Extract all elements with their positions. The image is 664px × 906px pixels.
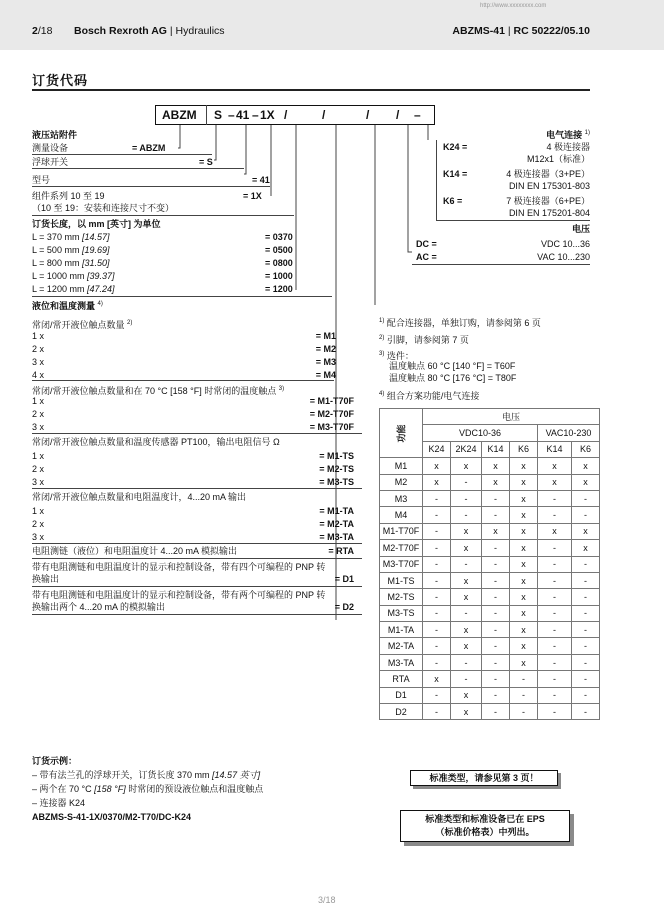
table-cell: x bbox=[510, 572, 538, 588]
eps-note: 标准类型和标准设备已在 EPS （标准价格表）中列出。 bbox=[400, 810, 570, 842]
table-row bbox=[380, 490, 600, 506]
k24-desc-2: M12x1（标准） bbox=[526, 154, 590, 164]
d1-text-1: 带有电阻测链和电阻温度计的显示和控制设备，带有四个可编程的 PNP 转 bbox=[32, 562, 326, 572]
series-note: （10 至 19：安装和连接尺寸不变） bbox=[32, 203, 175, 213]
footnote-2: $^{2)}$ 引脚，请参阅第 7 页 bbox=[379, 335, 469, 345]
k24-desc: 4 极连接器 bbox=[546, 142, 590, 152]
row-function: D2 bbox=[380, 704, 423, 720]
table-cell: - bbox=[423, 507, 451, 523]
order-code-box: ABZM S – 41 – 1X / / / / – bbox=[155, 105, 435, 125]
table-row bbox=[380, 654, 600, 670]
length-code: = 0500 bbox=[265, 245, 293, 255]
table-cell: x bbox=[423, 458, 451, 474]
table-cell: x bbox=[572, 523, 600, 539]
d2-code: = D2 bbox=[334, 602, 354, 612]
table-cell: - bbox=[572, 572, 600, 588]
k24-code: K24 = bbox=[443, 142, 468, 152]
table-cell: x bbox=[510, 490, 538, 506]
g3-code: = M1-TS bbox=[319, 451, 354, 461]
table-cell: - bbox=[572, 654, 600, 670]
g4-row: 1 x bbox=[32, 506, 45, 516]
table-cell: - bbox=[451, 474, 482, 490]
table-cell: - bbox=[423, 638, 451, 654]
table-cell: - bbox=[538, 589, 572, 605]
table-cell: x bbox=[451, 687, 482, 703]
company-name: Bosch Rexroth AG | Hydraulics bbox=[74, 25, 225, 37]
g2-row: 2 x bbox=[32, 409, 45, 419]
k6-desc-2: DIN EN 175201-804 bbox=[508, 208, 590, 218]
table-cell: x bbox=[510, 556, 538, 572]
float-label: 浮球开关 bbox=[32, 157, 69, 167]
table-cell: x bbox=[482, 474, 510, 490]
table-row bbox=[380, 589, 600, 605]
table-row bbox=[380, 671, 600, 687]
table-cell: - bbox=[451, 507, 482, 523]
table-row bbox=[380, 540, 600, 556]
row-function: M2-TS bbox=[380, 589, 423, 605]
g4-row: 3 x bbox=[32, 532, 45, 542]
table-cell: x bbox=[510, 507, 538, 523]
series-code: = 1X bbox=[243, 191, 262, 201]
g4-code: = M2-TA bbox=[319, 519, 354, 529]
table-cell: - bbox=[572, 589, 600, 605]
d1-text-2: 换输出 bbox=[32, 574, 60, 584]
table-cell: x bbox=[510, 622, 538, 638]
dc-code: DC = bbox=[416, 239, 437, 249]
k14-desc: 4 极连接器（3+PE） bbox=[506, 169, 590, 179]
footnote-3a: 温度触点 60 °C [140 °F] = T60F bbox=[389, 361, 516, 371]
table-cell: - bbox=[510, 704, 538, 720]
table-cell: - bbox=[451, 654, 482, 670]
ac-header: VAC10-230 bbox=[538, 425, 600, 441]
table-cell: - bbox=[572, 671, 600, 687]
table-cell: x bbox=[572, 474, 600, 490]
table-cell: - bbox=[423, 540, 451, 556]
d2-text-1: 带有电阻测链和电阻温度计的显示和控制设备，带有两个可编程的 PNP 转 bbox=[32, 590, 326, 600]
footnote-3: $^{3)}$ 选件： bbox=[379, 351, 414, 361]
table-cell: - bbox=[538, 622, 572, 638]
code-series: 41 bbox=[236, 108, 250, 122]
example-code: ABZMS-S-41-1X/0370/M2-T70/DC-K24 bbox=[32, 812, 192, 822]
ac-value: VAC 10...230 bbox=[537, 252, 590, 262]
table-cell: - bbox=[572, 490, 600, 506]
standard-type-note: 标准类型，请参见第 3 页！ bbox=[410, 770, 558, 786]
footnote-3b: 温度触点 80 °C [176 °C] = T80F bbox=[389, 373, 517, 383]
table-cell: - bbox=[451, 671, 482, 687]
col-header: K14 bbox=[538, 441, 572, 457]
table-cell: x bbox=[538, 523, 572, 539]
length-row: L = 370 mm [14.57] bbox=[32, 232, 110, 242]
g1-row: 2 x bbox=[32, 344, 45, 354]
table-cell: - bbox=[482, 622, 510, 638]
table-row bbox=[380, 458, 600, 474]
table-cell: - bbox=[482, 507, 510, 523]
accessory-title: 液压站附件 bbox=[32, 130, 78, 140]
row-function: M1-TA bbox=[380, 622, 423, 638]
rta-text: 电阻测链（液位）和电阻温度计 4...20 mA 模拟输出 bbox=[32, 546, 238, 556]
table-cell: - bbox=[572, 507, 600, 523]
table-cell: - bbox=[538, 687, 572, 703]
group1-title: 常闭/常开液位触点数量 $^{2)}$ bbox=[32, 320, 133, 330]
g1-code: = M3 bbox=[315, 357, 336, 367]
table-cell: - bbox=[482, 572, 510, 588]
table-cell: - bbox=[482, 540, 510, 556]
table-cell: - bbox=[451, 490, 482, 506]
table-cell: - bbox=[482, 556, 510, 572]
series-label: 组件系列 10 至 19 bbox=[32, 191, 105, 201]
group2-title: 常闭/常开液位触点数量和在 70 °C [158 °F] 时常闭的温度触点 $^{3)}$ bbox=[32, 386, 285, 396]
table-cell: x bbox=[538, 474, 572, 490]
table-cell: x bbox=[423, 474, 451, 490]
g2-code: = M1-T70F bbox=[309, 396, 354, 406]
table-cell: x bbox=[510, 589, 538, 605]
table-cell: - bbox=[538, 540, 572, 556]
table-cell: - bbox=[423, 622, 451, 638]
table-cell: - bbox=[482, 671, 510, 687]
row-function: M1 bbox=[380, 458, 423, 474]
g3-row: 3 x bbox=[32, 477, 45, 487]
row-function: M1-TS bbox=[380, 572, 423, 588]
type-label: 型号 bbox=[32, 175, 51, 185]
table-cell: - bbox=[572, 638, 600, 654]
table-cell: - bbox=[572, 687, 600, 703]
dc-header: VDC10-36 bbox=[423, 425, 538, 441]
table-cell: - bbox=[538, 704, 572, 720]
g2-code: = M2-T70F bbox=[309, 409, 354, 419]
row-function: M3 bbox=[380, 490, 423, 506]
dc-value: VDC 10...36 bbox=[540, 239, 590, 249]
table-cell: x bbox=[451, 638, 482, 654]
table-cell: - bbox=[423, 687, 451, 703]
length-row: L = 500 mm [19.69] bbox=[32, 245, 110, 255]
col-header: K6 bbox=[572, 441, 600, 457]
table-cell: - bbox=[482, 589, 510, 605]
table-cell: x bbox=[510, 654, 538, 670]
row-function: D1 bbox=[380, 687, 423, 703]
table-cell: - bbox=[538, 605, 572, 621]
g1-row: 4 x bbox=[32, 370, 45, 380]
g2-code: = M3-T70F bbox=[309, 422, 354, 432]
table-cell: x bbox=[451, 523, 482, 539]
group4-title: 常闭/常开液位触点数量和电阻温度计，4...20 mA 输出 bbox=[32, 492, 247, 502]
table-row bbox=[380, 507, 600, 523]
table-cell: x bbox=[572, 458, 600, 474]
accessory-label: 测量设备 bbox=[32, 143, 69, 153]
length-row: L = 1000 mm [39.37] bbox=[32, 271, 115, 281]
length-code: = 1000 bbox=[265, 271, 293, 281]
footnote-4: $^{4)}$ 组合方案功能/电气连接 bbox=[379, 391, 480, 401]
table-cell: x bbox=[451, 458, 482, 474]
table-cell: - bbox=[482, 638, 510, 654]
length-row: L = 800 mm [31.50] bbox=[32, 258, 110, 268]
code-x: 1X bbox=[260, 108, 275, 122]
length-code: = 0800 bbox=[265, 258, 293, 268]
table-cell: - bbox=[538, 671, 572, 687]
table-cell: - bbox=[510, 687, 538, 703]
table-cell: x bbox=[482, 523, 510, 539]
table-cell: x bbox=[451, 572, 482, 588]
g4-row: 2 x bbox=[32, 519, 45, 529]
table-cell: x bbox=[451, 622, 482, 638]
type-code: = 41 bbox=[252, 175, 270, 185]
accessory-code: = ABZM bbox=[132, 143, 166, 153]
code-end: – bbox=[414, 108, 421, 122]
row-function: M3-TS bbox=[380, 605, 423, 621]
col-header: K14 bbox=[482, 441, 510, 457]
table-cell: - bbox=[572, 556, 600, 572]
table-cell: - bbox=[423, 654, 451, 670]
table-cell: x bbox=[510, 458, 538, 474]
table-row bbox=[380, 605, 600, 621]
table-cell: - bbox=[482, 490, 510, 506]
table-cell: - bbox=[482, 605, 510, 621]
table-cell: x bbox=[451, 540, 482, 556]
table-cell: - bbox=[451, 556, 482, 572]
length-row: L = 1200 mm [47.24] bbox=[32, 284, 115, 294]
row-function: M4 bbox=[380, 507, 423, 523]
example-line-2: – 两个在 70 °C [158 °F] 时常闭的预设液位触点和温度触点 bbox=[32, 784, 264, 794]
g3-code: = M2-TS bbox=[319, 464, 354, 474]
table-cell: - bbox=[538, 654, 572, 670]
table-cell: x bbox=[423, 671, 451, 687]
table-row bbox=[380, 704, 600, 720]
length-title: 订货长度，以 mm [英寸] 为单位 bbox=[32, 219, 161, 229]
table-cell: - bbox=[423, 704, 451, 720]
table-cell: - bbox=[423, 556, 451, 572]
table-cell: x bbox=[572, 540, 600, 556]
table-cell: - bbox=[482, 704, 510, 720]
table-cell: - bbox=[482, 654, 510, 670]
k6-desc: 7 极连接器（6+PE） bbox=[506, 196, 590, 206]
code-prefix: ABZM bbox=[162, 108, 197, 122]
table-cell: x bbox=[510, 523, 538, 539]
table-cell: - bbox=[538, 490, 572, 506]
table-cell: - bbox=[572, 704, 600, 720]
voltage-header: 电压 bbox=[423, 409, 600, 425]
conn-title: 电气连接 $^{1)}$ bbox=[546, 130, 590, 140]
d2-text-2: 换输出两个 4...20 mA 的模拟输出 bbox=[32, 602, 166, 612]
table-row bbox=[380, 474, 600, 490]
table-cell: - bbox=[538, 556, 572, 572]
table-cell: x bbox=[482, 458, 510, 474]
d1-code: = D1 bbox=[334, 574, 354, 584]
g2-row: 3 x bbox=[32, 422, 45, 432]
table-row bbox=[380, 687, 600, 703]
g4-code: = M1-TA bbox=[319, 506, 354, 516]
table-cell: x bbox=[510, 605, 538, 621]
group3-title: 常闭/常开液位触点数量和温度传感器 PT100，输出电阻信号 Ω bbox=[32, 437, 280, 447]
g4-code: = M3-TA bbox=[319, 532, 354, 542]
g3-row: 1 x bbox=[32, 451, 45, 461]
row-function: RTA bbox=[380, 671, 423, 687]
table-cell: - bbox=[423, 490, 451, 506]
length-code: = 0370 bbox=[265, 232, 293, 242]
k6-code: K6 = bbox=[443, 196, 463, 206]
table-row bbox=[380, 523, 600, 539]
table-cell: - bbox=[538, 638, 572, 654]
length-code: = 1200 bbox=[265, 284, 293, 294]
table-row bbox=[380, 572, 600, 588]
table-cell: - bbox=[451, 605, 482, 621]
code-s: S bbox=[214, 108, 223, 122]
row-function: M3-T70F bbox=[380, 556, 423, 572]
table-cell: - bbox=[423, 589, 451, 605]
table-cell: - bbox=[423, 572, 451, 588]
table-cell: - bbox=[482, 687, 510, 703]
table-cell: - bbox=[572, 622, 600, 638]
page-number: 2/18 bbox=[32, 25, 53, 37]
g3-row: 2 x bbox=[32, 464, 45, 474]
col-header: K6 bbox=[510, 441, 538, 457]
float-code: = S bbox=[199, 157, 213, 167]
col-header: K24 bbox=[423, 441, 451, 457]
k14-code: K14 = bbox=[443, 169, 468, 179]
watermark-url: http://www.xxxxxxxx.com bbox=[480, 3, 547, 9]
k14-desc-2: DIN EN 175301-803 bbox=[508, 181, 590, 191]
table-cell: - bbox=[510, 671, 538, 687]
footer-page: 3/18 bbox=[318, 895, 336, 905]
col-header: 2K24 bbox=[451, 441, 482, 457]
measure-title: 液位和温度测量 $^{4)}$ bbox=[32, 301, 103, 311]
table-cell: x bbox=[451, 589, 482, 605]
table-cell: - bbox=[538, 507, 572, 523]
table-cell: x bbox=[510, 540, 538, 556]
row-function: M1-T70F bbox=[380, 523, 423, 539]
table-cell: - bbox=[423, 605, 451, 621]
page-title: 订货代码 bbox=[32, 73, 89, 88]
example-line-3: – 连接器 K24 bbox=[32, 798, 86, 808]
g1-row: 3 x bbox=[32, 357, 45, 367]
table-cell: x bbox=[510, 474, 538, 490]
row-function: M2-TA bbox=[380, 638, 423, 654]
example-title: 订货示例： bbox=[32, 756, 78, 766]
document-ref: ABZMS-41 | RC 50222/05.10 bbox=[452, 25, 590, 37]
row-function: M2 bbox=[380, 474, 423, 490]
combination-table bbox=[379, 408, 600, 720]
table-cell: - bbox=[572, 605, 600, 621]
footnote-1: $^{1)}$ 配合连接器，单独订购，请参阅第 6 页 bbox=[379, 318, 541, 328]
g1-row: 1 x bbox=[32, 331, 45, 341]
g2-row: 1 x bbox=[32, 396, 45, 406]
table-cell: - bbox=[423, 523, 451, 539]
g1-code: = M4 bbox=[315, 370, 336, 380]
rta-code: = RTA bbox=[328, 546, 354, 556]
table-cell: x bbox=[510, 638, 538, 654]
volt-title: 电压 bbox=[571, 224, 590, 234]
ac-code: AC = bbox=[416, 252, 437, 262]
g3-code: = M3-TS bbox=[319, 477, 354, 487]
example-line-1: – 带有法兰孔的浮球开关，订货长度 370 mm [14.57 英寸] bbox=[32, 770, 261, 780]
table-row bbox=[380, 638, 600, 654]
table-cell: x bbox=[538, 458, 572, 474]
g1-code: = M2 bbox=[315, 344, 336, 354]
function-header: 功能 bbox=[380, 409, 423, 458]
row-function: M2-T70F bbox=[380, 540, 423, 556]
table-cell: - bbox=[538, 572, 572, 588]
table-cell: x bbox=[451, 704, 482, 720]
row-function: M3-TA bbox=[380, 654, 423, 670]
g1-code: = M1 bbox=[315, 331, 336, 341]
table-row bbox=[380, 556, 600, 572]
table-row bbox=[380, 622, 600, 638]
